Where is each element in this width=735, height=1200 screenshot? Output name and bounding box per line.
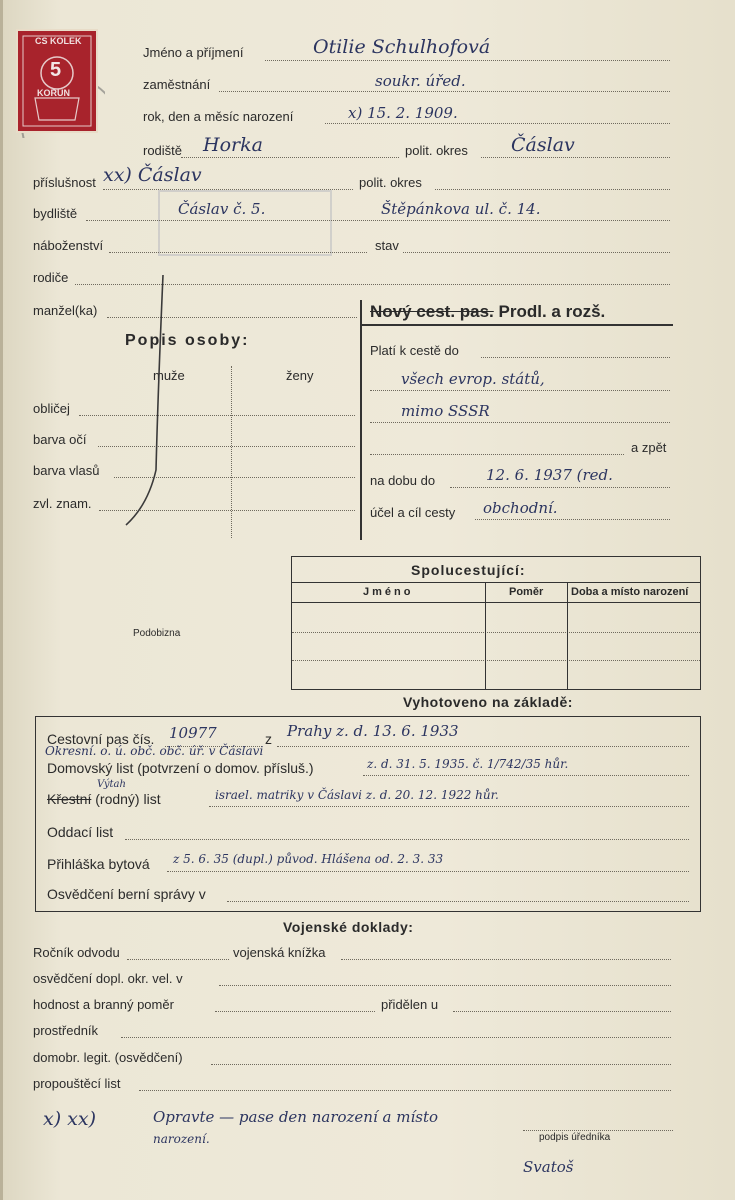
military-discharge-label: propouštěcí list: [33, 1076, 121, 1091]
description-col-men: muže: [153, 368, 185, 383]
description-col-divider: [231, 366, 232, 538]
description-row-hair: barva vlasů: [33, 463, 100, 478]
birthplace-label: rodiště: [143, 143, 183, 158]
issued-passport-detail: Prahy z. d. 13. 6. 1933: [287, 722, 459, 740]
description-title: Popis osoby:: [125, 332, 250, 349]
domicile-dots: [363, 775, 689, 776]
footnote-text-a: Opravte — pase den narození a místo: [153, 1108, 439, 1126]
signature: Svatoš: [523, 1158, 574, 1176]
military-discharge-dots: [139, 1090, 671, 1091]
job-dots: [219, 91, 670, 92]
issued-office-note: Okresní. o. ú. obč. obč. úř. v Čáslavi: [45, 744, 264, 758]
cancel-stroke: [118, 270, 178, 530]
birthplace-okres-label: polit. okres: [405, 143, 468, 158]
military-year-label: Ročník odvodu: [33, 945, 120, 960]
birth-label: rok, den a měsíc narození: [143, 109, 294, 124]
residence-value-a: Čáslav č. 5.: [178, 200, 266, 218]
domicile-value: z. d. 31. 5. 1935. č. 1/742/35 hůr.: [367, 757, 569, 771]
companions-row-1: [292, 632, 700, 633]
description-row-face: obličej: [33, 401, 70, 416]
description-row-marks: zvl. znam.: [33, 496, 92, 511]
military-rank-dots: [215, 1011, 375, 1012]
valid-value-a: všech evrop. států,: [401, 370, 545, 388]
military-cert-label: osvědčení dopl. okr. vel. v: [33, 971, 183, 986]
valid-value-b: mimo SSSR: [401, 402, 490, 420]
passport-title-struck: Nový cest. pas.: [370, 302, 494, 321]
birth-cert-label: (rodný) list: [95, 791, 161, 807]
parents-label: rodiče: [33, 270, 69, 285]
residence-label: bydliště: [33, 206, 78, 221]
military-intermediary-label: prostředník: [33, 1023, 99, 1038]
religion-label: náboženství: [33, 238, 104, 253]
companions-header-bottom: [292, 602, 700, 603]
companions-row-2: [292, 660, 700, 661]
birth-value: x) 15. 2. 1909.: [348, 104, 458, 122]
name-label: Jméno a příjmení: [143, 45, 244, 60]
domicile-label: Domovský list (potvrzení o domov. přísluš.): [47, 760, 314, 776]
military-cert-dots: [219, 985, 671, 986]
issued-passport-label: Cestovní pas čís.: [47, 731, 155, 747]
return-dots: [370, 454, 624, 455]
valid-dots: [481, 357, 670, 358]
citizenship-okres-label: polit. okres: [359, 175, 422, 190]
stamp-top-text: CS KOLEK: [35, 36, 82, 46]
marriage-label: Oddací list: [47, 824, 114, 840]
companions-header-relation: Poměr: [509, 586, 544, 598]
military-title: Vojenské doklady:: [283, 919, 414, 935]
duration-value: 12. 6. 1937 (red.: [486, 466, 613, 484]
description-col-women: ženy: [286, 368, 314, 383]
footnote-text-b: narození.: [153, 1132, 210, 1146]
birth-dots: [325, 123, 670, 124]
name-dots: [265, 60, 670, 61]
citizenship-dots: [103, 189, 353, 190]
purpose-dots: [475, 519, 670, 520]
valid-label: Platí k cestě do: [370, 343, 459, 358]
description-row-eyes: barva očí: [33, 432, 87, 447]
valid-dots-2: [370, 390, 670, 391]
registration-label: Přihláška bytová: [47, 856, 150, 872]
birth-cert-insert: Výtah: [97, 779, 126, 790]
birthplace-okres-dots: [481, 157, 670, 158]
photo-label: Podobizna: [133, 628, 181, 639]
military-intermediary-dots: [121, 1037, 671, 1038]
passport-title-rest: Prodl. a rozš.: [498, 302, 606, 321]
citizenship-label: příslušnost: [33, 175, 96, 190]
birthplace-dots: [181, 157, 399, 158]
companions-header-name: Jméno: [363, 586, 414, 598]
issued-passport-number: 10977: [169, 724, 217, 742]
purpose-value: obchodní.: [483, 499, 558, 517]
military-legion-dots: [211, 1064, 671, 1065]
birthplace-value: Horka: [203, 134, 263, 156]
citizenship-value: xx) Čáslav: [103, 164, 202, 186]
birth-cert-value: israel. matriky v Čáslavi z. d. 20. 12. 1922 hůr.: [215, 788, 499, 802]
military-year-dots: [127, 959, 229, 960]
companions-header-top: [292, 582, 700, 583]
residence-dots: [86, 220, 670, 221]
issued-passport-from-dots: [277, 746, 689, 747]
military-legion-label: domobr. legit. (osvědčení): [33, 1050, 183, 1065]
stamp-value: 5: [50, 59, 62, 81]
birth-cert-line: [47, 791, 161, 807]
military-assigned-label: přidělen u: [381, 997, 439, 1012]
residence-value-b: Štěpánkova ul. č. 14.: [381, 200, 541, 218]
birth-cert-dots: [209, 806, 689, 807]
passport-underline: [360, 324, 673, 326]
stamp-bottom-text: KORUN: [37, 88, 70, 98]
marriage-dots: [125, 839, 689, 840]
passport-title: [370, 302, 605, 322]
companions-header-birth: Doba a místo narození: [571, 586, 689, 598]
status-label: stav: [375, 238, 399, 253]
birthplace-okres-value: Čáslav: [511, 134, 575, 156]
military-rank-label: hodnost a branný poměr: [33, 997, 174, 1012]
military-booklet-label: vojenská knížka: [233, 945, 326, 960]
duration-label: na dobu do: [370, 473, 436, 488]
issued-passport-from: z: [265, 731, 272, 747]
tax-label: Osvědčení berní správy v: [47, 886, 206, 902]
issued-title: Vyhotoveno na základě:: [403, 694, 573, 710]
footnote-marks: x) xx): [43, 1108, 97, 1130]
signature-label: podpis úředníka: [539, 1132, 611, 1143]
registration-dots: [167, 871, 689, 872]
job-label: zaměstnání: [143, 77, 211, 92]
revenue-stamp: [15, 28, 105, 138]
spouse-label: manžel(ka): [33, 303, 98, 318]
registration-value: z 5. 6. 35 (dupl.) původ. Hlášena od. 2. 3. 33: [173, 852, 444, 866]
valid-dots-3: [370, 422, 670, 423]
name-value: Otilie Schulhofová: [313, 36, 491, 58]
purpose-label: účel a cíl cesty: [370, 505, 456, 520]
companions-col-1: [485, 582, 486, 690]
signature-dots: [523, 1130, 673, 1131]
citizenship-okres-dots: [435, 189, 670, 190]
status-dots: [403, 252, 670, 253]
return-label: a zpět: [631, 440, 667, 455]
duration-dots: [450, 487, 670, 488]
companions-title: Spolucestující:: [411, 562, 526, 578]
religion-dots: [109, 252, 367, 253]
companions-col-2: [567, 582, 568, 690]
vertical-divider: [360, 300, 362, 540]
birth-cert-struck: Křestní: [47, 791, 92, 807]
tax-dots: [227, 901, 689, 902]
military-booklet-dots: [341, 959, 671, 960]
military-assigned-dots: [453, 1011, 671, 1012]
job-value: soukr. úřed.: [375, 72, 466, 90]
